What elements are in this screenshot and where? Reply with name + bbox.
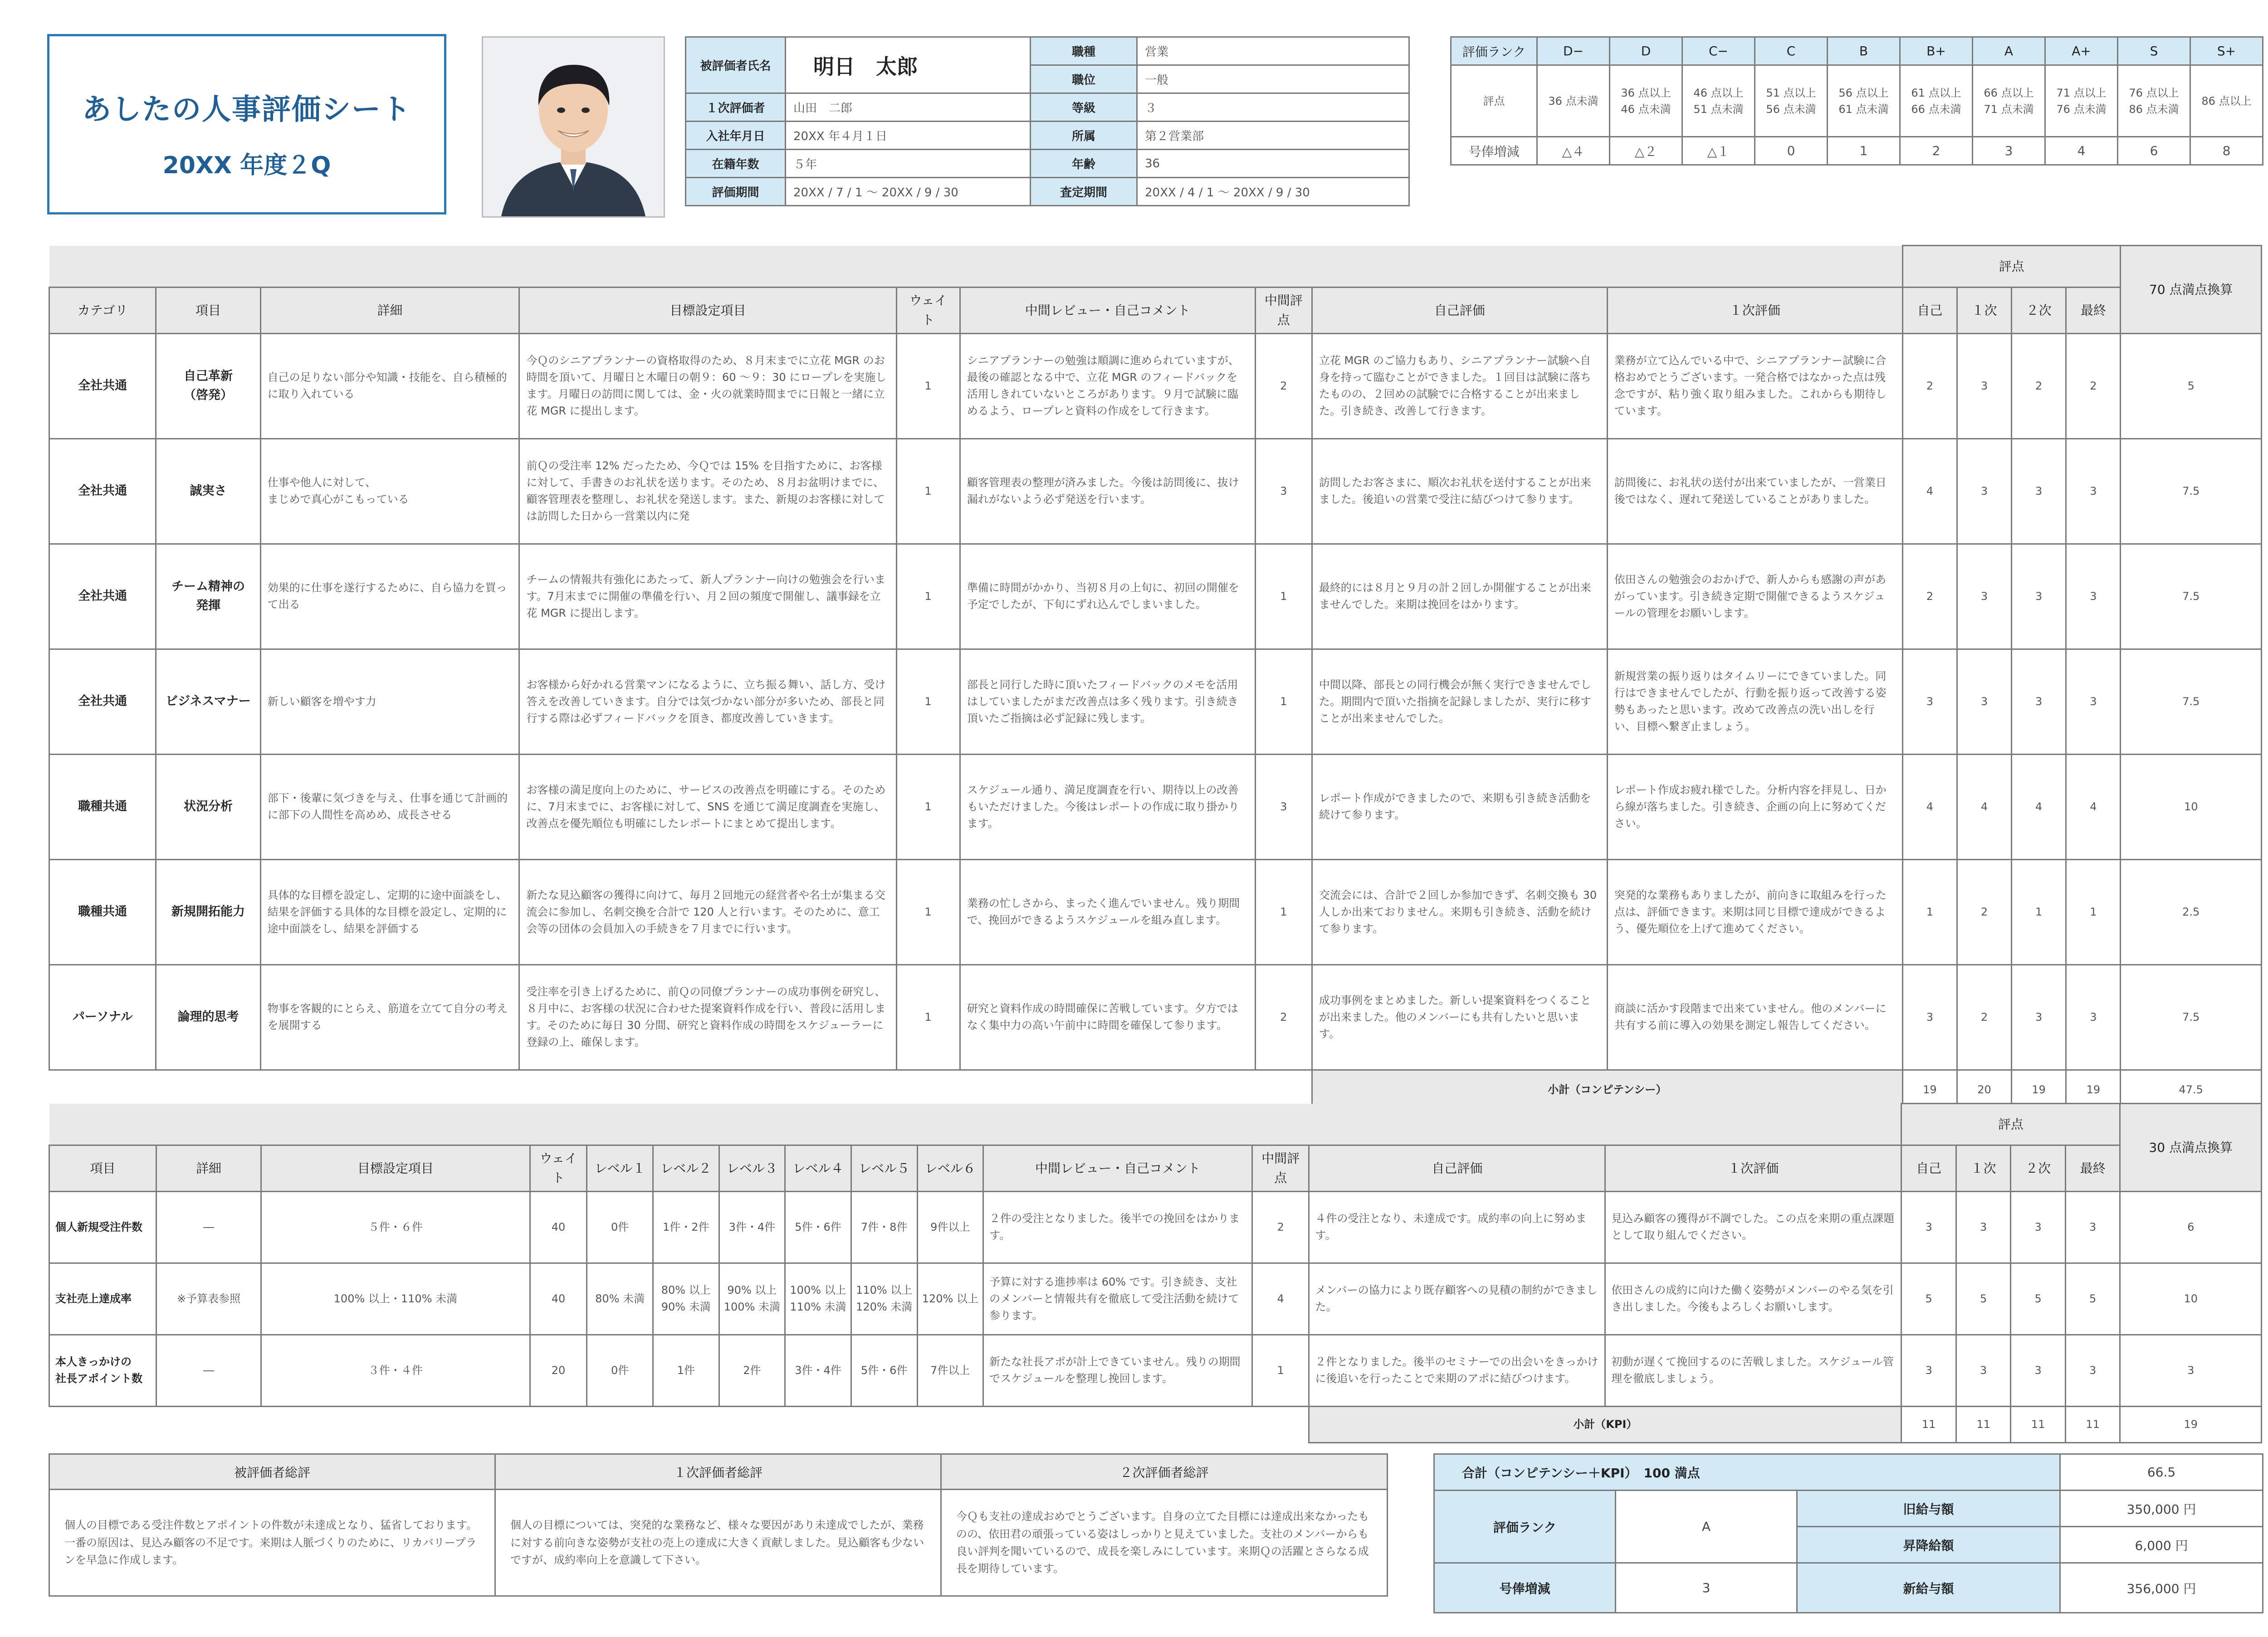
total-grade-label: 号俸増減 bbox=[1434, 1563, 1616, 1613]
employee-name: 明日 太郎 bbox=[786, 37, 1031, 93]
competency-header: 目標設定項目 bbox=[519, 287, 896, 334]
competency-subtotal-second: 19 bbox=[2012, 1070, 2066, 1110]
kpi-level-3: 2件 bbox=[719, 1335, 785, 1406]
job-type-label: 職種 bbox=[1031, 37, 1137, 65]
kpi-score-self: 3 bbox=[1901, 1335, 1956, 1406]
competency-self-eval: 成功事例をまとめました。新しい提案資料をつくることが出来ました。他のメンバーにも共有したいと思います。 bbox=[1312, 965, 1607, 1070]
competency-self-eval: 訪問したお客さまに、順次お礼状を送付することが出来ました。後追いの営業で受注に結びつけて参ります。 bbox=[1312, 438, 1607, 544]
competency-header: カテゴリ bbox=[49, 287, 156, 334]
kpi-subtotal-second: 11 bbox=[2011, 1406, 2066, 1442]
competency-category: 全社共通 bbox=[49, 544, 156, 649]
position-label: 職位 bbox=[1031, 65, 1137, 93]
competency-score-conv: 10 bbox=[2121, 754, 2262, 859]
first-overall-header: １次評価者総評 bbox=[495, 1454, 941, 1490]
kpi-subtotal-self: 11 bbox=[1901, 1406, 1956, 1442]
old-salary-label: 旧給与額 bbox=[1797, 1491, 2060, 1527]
second-overall-header: ２次評価者総評 bbox=[941, 1454, 1388, 1490]
first-evaluator-value: 山田 二郎 bbox=[786, 93, 1031, 122]
kpi-level-3: 3件・4件 bbox=[719, 1191, 785, 1263]
kpi-conv-header: 30 点満点換算 bbox=[2120, 1104, 2262, 1192]
competency-detail: 新しい顧客を増やす力 bbox=[260, 649, 519, 754]
kpi-score-final: 3 bbox=[2065, 1335, 2120, 1406]
competency-header: ２次 bbox=[2012, 287, 2066, 334]
kpi-item: 個人新規受注件数 bbox=[49, 1191, 156, 1263]
kpi-level-4: 100% 以上 110% 未満 bbox=[785, 1263, 851, 1335]
kpi-subtotal-label: 小計（KPI） bbox=[1309, 1406, 1901, 1442]
competency-score-first: 3 bbox=[1957, 649, 2011, 754]
kpi-header: ２次 bbox=[2011, 1145, 2066, 1192]
competency-header: 詳細 bbox=[260, 287, 519, 334]
kpi-level-4: 5件・6件 bbox=[785, 1191, 851, 1263]
new-salary-label: 新給与額 bbox=[1797, 1563, 2060, 1613]
rank-name: D bbox=[1610, 37, 1682, 65]
kpi-header: 項目 bbox=[49, 1145, 156, 1192]
competency-self-eval: レポート作成ができましたので、来期も引き続き活動を続けて参ります。 bbox=[1312, 754, 1607, 859]
competency-score-second: 4 bbox=[2012, 754, 2066, 859]
competency-score-self: 2 bbox=[1902, 333, 1957, 438]
kpi-review: ２件の受注となりました。後半での挽回をはかります。 bbox=[983, 1191, 1252, 1263]
competency-first-eval: 商談に活かす段階まで出来ていません。他のメンバーに共有する前に導入の効果を測定し報告してください。 bbox=[1607, 965, 1902, 1070]
competency-detail: 具体的な目標を設定し、定期的に途中面談をし、結果を評価する具体的な目標を設定し、定期的に途中面談をし、結果を評価する bbox=[260, 859, 519, 965]
competency-header: 項目 bbox=[156, 287, 260, 334]
job-type-value: 営業 bbox=[1137, 37, 1409, 65]
total-grade-value: 3 bbox=[1616, 1563, 1797, 1613]
competency-category: 全社共通 bbox=[49, 438, 156, 544]
competency-score-final: 3 bbox=[2066, 438, 2121, 544]
sheet-title: あしたの人事評価シート bbox=[82, 93, 411, 127]
competency-score-self: 3 bbox=[1902, 965, 1957, 1070]
kpi-first-eval: 依田さんの成約に向けた働く姿勢がメンバーのやる気を引き出しました。今後もよろしくお願いします。 bbox=[1605, 1263, 1901, 1335]
rank-grade: △２ bbox=[1610, 137, 1682, 165]
competency-category: 職種共通 bbox=[49, 754, 156, 859]
competency-score-conv: 2.5 bbox=[2121, 859, 2262, 965]
competency-review: 業務の忙しさから、まったく進んでいません。残り期間で、挽回ができるようスケジュールを組み直します。 bbox=[960, 859, 1255, 965]
assessment-period-value: 20XX / 4 / 1 ～ 20XX / 9 / 30 bbox=[1137, 178, 1409, 206]
sheet-period: 20XX 年度２Q bbox=[162, 152, 331, 179]
competency-first-eval: 訪問後に、お礼状の送付が出来ていましたが、一営業日後ではなく、遅れて発送していることがありました。 bbox=[1607, 438, 1902, 544]
competency-item: チーム精神の 発揮 bbox=[156, 544, 260, 649]
competency-goal: お客様の満足度向上のために、サービスの改善点を明確にする。そのために、7月末までに、お客様に対して、SNS を通じて満足度調査を実施し、改善点を優先順位も明確にしたレポートにまとめて提出します。 bbox=[519, 754, 896, 859]
kpi-score-self: 5 bbox=[1901, 1263, 1956, 1335]
competency-category: パーソナル bbox=[49, 965, 156, 1070]
rank-grade: 3 bbox=[1973, 137, 2045, 165]
competency-item: 状況分析 bbox=[156, 754, 260, 859]
competency-goal: 前Ｑの受注率 12% だったため、今Ｑでは 15% を目指すために、お客様に対して、手書きのお礼状を送ります。そのため、８月お盆明けまでに、顧客管理表を整理し、お礼状を発送します。また、新規のお客様に対しては訪問した日から一営業以内に発 bbox=[519, 438, 896, 544]
tenure-value: ５年 bbox=[786, 150, 1031, 178]
competency-score-conv: 7.5 bbox=[2121, 965, 2262, 1070]
kpi-header: 自己評価 bbox=[1309, 1145, 1605, 1192]
kpi-level-3: 90% 以上 100% 未満 bbox=[719, 1263, 785, 1335]
sheet-title-box bbox=[47, 34, 446, 214]
portrait-image bbox=[483, 38, 664, 216]
rank-name: S+ bbox=[2190, 37, 2263, 65]
kpi-score-first: 3 bbox=[1956, 1191, 2011, 1263]
rank-name: B bbox=[1828, 37, 1900, 65]
competency-subtotal-conv: 47.5 bbox=[2121, 1070, 2262, 1110]
total-sum-value: 66.5 bbox=[2060, 1454, 2263, 1491]
evaluation-period-value: 20XX / 7 / 1 ～ 20XX / 9 / 30 bbox=[786, 178, 1031, 206]
competency-weight: 1 bbox=[896, 333, 960, 438]
kpi-level-5: 110% 以上 120% 未満 bbox=[851, 1263, 917, 1335]
join-date-value: 20XX 年４月１日 bbox=[786, 122, 1031, 150]
kpi-review: 予算に対する進捗率は 60% です。引き続き、支社のメンバーと情報共有を徹底して受注活動を続けて参ります。 bbox=[983, 1263, 1252, 1335]
competency-detail: 部下・後輩に気づきを与え、仕事を通じて計画的に部下の人間性を高めめ、成長させる bbox=[260, 754, 519, 859]
kpi-header: レベル５ bbox=[851, 1145, 917, 1192]
kpi-goal: ３件・４件 bbox=[261, 1335, 530, 1406]
competency-self-eval: 中間以降、部長との同行機会が無く実行できませんでした。期間内で頂いた指摘を記録しましたが、実行に移すことが出来ませんでした。 bbox=[1312, 649, 1607, 754]
kpi-score-conv: 3 bbox=[2120, 1335, 2262, 1406]
competency-score-second: 3 bbox=[2012, 965, 2066, 1070]
competency-goal: 受注率を引き上げるために、前Ｑの同僚プランナーの成功事例を研究し、８月中に、お客様の状況に合わせた提案資料作成を行い、普段に活用します。そのために毎日 30 分間、研究と資料作成の時間をスケジューラーに登録の上、確保します。 bbox=[519, 965, 896, 1070]
kpi-level-2: 80% 以上 90% 未満 bbox=[653, 1263, 719, 1335]
employee-info-table bbox=[685, 36, 1410, 206]
competency-score-first: 3 bbox=[1957, 544, 2011, 649]
tenure-label: 在籍年数 bbox=[686, 150, 786, 178]
kpi-weight: 40 bbox=[530, 1191, 587, 1263]
competency-score-second: 1 bbox=[2012, 859, 2066, 965]
kpi-detail: ― bbox=[156, 1335, 261, 1406]
total-rank-value: A bbox=[1616, 1491, 1797, 1563]
rank-points: 71 点以上 76 点未満 bbox=[2045, 65, 2118, 137]
competency-row bbox=[49, 544, 2262, 649]
kpi-weight: 40 bbox=[530, 1263, 587, 1335]
rank-grade: 0 bbox=[1755, 137, 1828, 165]
competency-weight: 1 bbox=[896, 649, 960, 754]
competency-score-first: 4 bbox=[1957, 754, 2011, 859]
competency-detail: 仕事や他人に対して、 まじめで真心がこもっている bbox=[260, 438, 519, 544]
rank-points: 76 点以上 86 点未満 bbox=[2118, 65, 2190, 137]
kpi-row bbox=[49, 1263, 2262, 1335]
first-overall-comment: 個人の目標については、突発的な業務など、様々な要因があり未達成でしたが、業務に対する前向きな姿勢が支社の売上の達成に大きく貢献しました。見込顧客も少ないですが、成約率向上を意識して下さい。 bbox=[495, 1490, 941, 1596]
competency-score-final: 1 bbox=[2066, 859, 2121, 965]
competency-review: 準備に時間がかかり、当初８月の上旬に、初回の開催を予定でしたが、下旬にずれ込んでしまいました。 bbox=[960, 544, 1255, 649]
competency-item: ビジネスマナー bbox=[156, 649, 260, 754]
competency-item: 論理的思考 bbox=[156, 965, 260, 1070]
competency-score-self: 4 bbox=[1902, 438, 1957, 544]
competency-goal: チームの情報共有強化にあたって、新人プランナー向けの勉強会を行います。7月末までに開催の準備を行い、月２回の頻度で開催し、議事録を立花 MGR に提出します。 bbox=[519, 544, 896, 649]
kpi-row bbox=[49, 1335, 2262, 1406]
rank-grade: △４ bbox=[1537, 137, 1610, 165]
competency-item: 誠実さ bbox=[156, 438, 260, 544]
competency-score-first: 3 bbox=[1957, 333, 2011, 438]
rank-name: C bbox=[1755, 37, 1828, 65]
rank-points: 61 点以上 66 点未満 bbox=[1900, 65, 1973, 137]
kpi-subtotal-conv: 19 bbox=[2120, 1406, 2262, 1442]
competency-mid-score: 1 bbox=[1255, 859, 1312, 965]
kpi-item: 本人きっかけの 社長アポイント数 bbox=[49, 1335, 156, 1406]
kpi-header: レベル１ bbox=[587, 1145, 653, 1192]
rank-points-label: 評点 bbox=[1451, 65, 1537, 137]
competency-category: 全社共通 bbox=[49, 649, 156, 754]
competency-self-eval: 最終的には８月と９月の計２回しか開催することが出来ませんでした。来期は挽回をはかります。 bbox=[1312, 544, 1607, 649]
kpi-detail: ― bbox=[156, 1191, 261, 1263]
competency-score-self: 4 bbox=[1902, 754, 1957, 859]
new-salary-value: 356,000 円 bbox=[2060, 1563, 2263, 1613]
rank-points: 86 点以上 bbox=[2190, 65, 2263, 137]
kpi-self-eval: ２件となりました。後半のセミナーでの出会いをきっかけに後追いを行ったことで来期のアポに結びつけます。 bbox=[1309, 1335, 1605, 1406]
kpi-score-final: 5 bbox=[2065, 1263, 2120, 1335]
rank-points: 36 点以上 46 点未満 bbox=[1610, 65, 1682, 137]
competency-score-final: 3 bbox=[2066, 544, 2121, 649]
competency-row bbox=[49, 438, 2262, 544]
rank-name: C− bbox=[1682, 37, 1755, 65]
competency-subtotal-self: 19 bbox=[1902, 1070, 1957, 1110]
competency-header: １次評価 bbox=[1607, 287, 1902, 334]
kpi-header: レベル６ bbox=[917, 1145, 983, 1192]
competency-score-self: 2 bbox=[1902, 544, 1957, 649]
kpi-header: ウェイト bbox=[530, 1145, 587, 1192]
competency-header: 最終 bbox=[2066, 287, 2121, 334]
competency-first-eval: 突発的な業務もありましたが、前向きに取組みを行った点は、評価できます。来期は同じ目標で達成ができるよう、優先順位を上げて進めてください。 bbox=[1607, 859, 1902, 965]
competency-category: 職種共通 bbox=[49, 859, 156, 965]
competency-row bbox=[49, 859, 2262, 965]
employee-name-label: 被評価者氏名 bbox=[686, 37, 786, 93]
competency-review: 部長と同行した時に頂いたフィードバックのメモを活用はしていましたがまだ改善点は多く残ります。引き続き頂いたご指摘は必ず記録に残します。 bbox=[960, 649, 1255, 754]
kpi-header: 最終 bbox=[2065, 1145, 2120, 1192]
competency-conv-header: 70 点満点換算 bbox=[2121, 246, 2262, 334]
competency-score-conv: 7.5 bbox=[2121, 649, 2262, 754]
competency-first-eval: 業務が立て込んでいる中で、シニアプランナー試験に合格おめでとうございます。一発合格ではなかった点は残念ですが、粘り強く取り組みました。これからも期待しています。 bbox=[1607, 333, 1902, 438]
rank-points: 51 点以上 56 点未満 bbox=[1755, 65, 1828, 137]
competency-score-conv: 7.5 bbox=[2121, 438, 2262, 544]
competency-score-first: 2 bbox=[1957, 965, 2011, 1070]
grade-value: ３ bbox=[1137, 93, 1409, 122]
overall-comments-table bbox=[49, 1453, 1388, 1597]
rank-points: 46 点以上 51 点未満 bbox=[1682, 65, 1755, 137]
kpi-header: １次 bbox=[1956, 1145, 2011, 1192]
kpi-header: 詳細 bbox=[156, 1145, 261, 1192]
competency-goal: 新たな見込顧客の獲得に向けて、毎月２回地元の経営者や名士が集まる交流会に参加し、名刺交換を合計で 120 人と行います。そのために、意工会等の団体の会員加入の手続きを７月までに行います。 bbox=[519, 859, 896, 965]
kpi-header: 自己 bbox=[1901, 1145, 1956, 1192]
competency-first-eval: レポート作成お疲れ様でした。分析内容を拝見し、日から線が落ちました。引き続き、企画の向上に努めてください。 bbox=[1607, 754, 1902, 859]
rank-grade-label: 号俸増減 bbox=[1451, 137, 1537, 165]
kpi-goal: 100% 以上・110% 未満 bbox=[261, 1263, 530, 1335]
rank-name: S bbox=[2118, 37, 2190, 65]
totals-table bbox=[1433, 1453, 2263, 1613]
kpi-table bbox=[49, 1103, 2262, 1443]
competency-mid-score: 3 bbox=[1255, 754, 1312, 859]
competency-item: 新規開拓能力 bbox=[156, 859, 260, 965]
join-date-label: 入社年月日 bbox=[686, 122, 786, 150]
kpi-header: 中間レビュー・自己コメント bbox=[983, 1145, 1252, 1192]
competency-review: スケジュール通り、満足度調査を行い、期待以上の改善もいただけました。今後はレポートの作成に取り掛かります。 bbox=[960, 754, 1255, 859]
raise-value: 6,000 円 bbox=[2060, 1527, 2263, 1563]
age-value: 36 bbox=[1137, 150, 1409, 178]
competency-header: 中間レビュー・自己コメント bbox=[960, 287, 1255, 334]
kpi-level-1: 0件 bbox=[587, 1335, 653, 1406]
kpi-level-6: 120% 以上 bbox=[917, 1263, 983, 1335]
competency-review: シニアプランナーの勉強は順調に進められていますが、最後の確認となる中で、立花 MGR のフィードバックを活用しきれていないところがあります。９月で試験に臨めるよう、ロープレと資料の作成をして行きます。 bbox=[960, 333, 1255, 438]
competency-self-eval: 立花 MGR のご協力もあり、シニアプランナー試験へ自身を持って臨むことができました。１回目は試験に落ちたものの、２回めの試験でに合格することが出来ました。引き続き、改善して行きます。 bbox=[1312, 333, 1607, 438]
kpi-detail: ※予算表参照 bbox=[156, 1263, 261, 1335]
competency-score-second: 3 bbox=[2012, 438, 2066, 544]
kpi-item: 支社売上達成率 bbox=[49, 1263, 156, 1335]
rank-points: 66 点以上 71 点未満 bbox=[1973, 65, 2045, 137]
kpi-weight: 20 bbox=[530, 1335, 587, 1406]
competency-header: 自己 bbox=[1902, 287, 1957, 334]
competency-header: １次 bbox=[1957, 287, 2011, 334]
competency-score-self: 3 bbox=[1902, 649, 1957, 754]
competency-weight: 1 bbox=[896, 438, 960, 544]
position-value: 一般 bbox=[1137, 65, 1409, 93]
department-value: 第２営業部 bbox=[1137, 122, 1409, 150]
kpi-header: レベル４ bbox=[785, 1145, 851, 1192]
total-rank-label: 評価ランク bbox=[1434, 1491, 1616, 1563]
competency-goal: お客様から好かれる営業マンになるように、立ち振る舞い、話し方、受け答えを改善していきます。自分では気づかない部分が多いため、部長と同行する際は必ずフィードバックを頂き、都度改善していきます。 bbox=[519, 649, 896, 754]
kpi-goal: ５件・６件 bbox=[261, 1191, 530, 1263]
kpi-level-4: 3件・4件 bbox=[785, 1335, 851, 1406]
total-sum-label: 合計（コンピテンシー＋KPI） 100 満点 bbox=[1434, 1454, 2060, 1491]
kpi-score-second: 5 bbox=[2011, 1263, 2066, 1335]
kpi-header: １次評価 bbox=[1605, 1145, 1901, 1192]
kpi-mid-score: 1 bbox=[1252, 1335, 1309, 1406]
competency-row bbox=[49, 965, 2262, 1070]
rank-grade: 6 bbox=[2118, 137, 2190, 165]
competency-row bbox=[49, 754, 2262, 859]
kpi-level-6: 9件以上 bbox=[917, 1191, 983, 1263]
competency-row bbox=[49, 649, 2262, 754]
kpi-score-final: 3 bbox=[2065, 1191, 2120, 1263]
rank-points: 56 点以上 61 点未満 bbox=[1828, 65, 1900, 137]
kpi-level-5: 7件・8件 bbox=[851, 1191, 917, 1263]
old-salary-value: 350,000 円 bbox=[2060, 1491, 2263, 1527]
assessment-period-label: 査定期間 bbox=[1031, 178, 1137, 206]
competency-score-final: 3 bbox=[2066, 649, 2121, 754]
rank-table bbox=[1450, 36, 2263, 166]
competency-category: 全社共通 bbox=[49, 333, 156, 438]
rank-grade: 8 bbox=[2190, 137, 2263, 165]
competency-score-conv: 5 bbox=[2121, 333, 2262, 438]
self-overall-comment: 個人の目標である受注件数とアポイントの件数が未達成となり、猛省しております。一番の原因は、見込み顧客の不足です。来期は人脈づくりのために、リカバリープランを早急に作成します。 bbox=[49, 1490, 495, 1596]
competency-first-eval: 新規営業の振り返りはタイムリーにできていました。同行はできませんでしたが、行動を振り返って改善する姿勢もあったと思います。改めて改善点の洗い出しを行い、目標へ繋ぎ止ましょう。 bbox=[1607, 649, 1902, 754]
kpi-score-first: 5 bbox=[1956, 1263, 2011, 1335]
competency-header: 中間評点 bbox=[1255, 287, 1312, 334]
competency-subtotal-label: 小計（コンピテンシー） bbox=[1312, 1070, 1902, 1110]
competency-score-final: 4 bbox=[2066, 754, 2121, 859]
rank-grade: △１ bbox=[1682, 137, 1755, 165]
kpi-score-conv: 6 bbox=[2120, 1191, 2262, 1263]
competency-header: ウェイト bbox=[896, 287, 960, 334]
competency-mid-score: 2 bbox=[1255, 965, 1312, 1070]
kpi-level-1: 80% 未満 bbox=[587, 1263, 653, 1335]
kpi-score-second: 3 bbox=[2011, 1191, 2066, 1263]
kpi-subtotal-final: 11 bbox=[2065, 1406, 2120, 1442]
rank-name: A bbox=[1973, 37, 2045, 65]
rank-name: D− bbox=[1537, 37, 1610, 65]
competency-score-second: 3 bbox=[2012, 649, 2066, 754]
rank-name: B+ bbox=[1900, 37, 1973, 65]
kpi-level-1: 0件 bbox=[587, 1191, 653, 1263]
evaluation-period-label: 評価期間 bbox=[686, 178, 786, 206]
competency-mid-score: 3 bbox=[1255, 438, 1312, 544]
kpi-review: 新たな社長アポが計上できていません。残りの期間でスケジュールを整理し挽回します。 bbox=[983, 1335, 1252, 1406]
competency-weight: 1 bbox=[896, 965, 960, 1070]
competency-detail: 物事を客観的にとらえ、筋道を立てて自分の考えを展開する bbox=[260, 965, 519, 1070]
rank-points: 36 点未満 bbox=[1537, 65, 1610, 137]
kpi-self-eval: ４件の受注となり、未達成です。成約率の向上に努めます。 bbox=[1309, 1191, 1605, 1263]
kpi-level-5: 5件・6件 bbox=[851, 1335, 917, 1406]
rank-grade: 1 bbox=[1828, 137, 1900, 165]
kpi-header: 目標設定項目 bbox=[261, 1145, 530, 1192]
competency-detail: 効果的に仕事を遂行するために、自ら協力を買って出る bbox=[260, 544, 519, 649]
kpi-self-eval: メンバーの協力により既存顧客への見積の制約ができました。 bbox=[1309, 1263, 1605, 1335]
department-label: 所属 bbox=[1031, 122, 1137, 150]
competency-table bbox=[49, 245, 2262, 1111]
first-evaluator-label: １次評価者 bbox=[686, 93, 786, 122]
competency-first-eval: 依田さんの勉強会のおかげで、新人からも感謝の声があがっています。引き続き定期で開催できるようスケジュールの管理をお願いします。 bbox=[1607, 544, 1902, 649]
kpi-mid-score: 2 bbox=[1252, 1191, 1309, 1263]
competency-weight: 1 bbox=[896, 544, 960, 649]
kpi-header: 中間評点 bbox=[1252, 1145, 1309, 1192]
kpi-subtotal-first: 11 bbox=[1956, 1406, 2011, 1442]
competency-review: 顧客管理表の整理が済みました。今後は訪問後に、抜け漏れがないよう必ず発送を行います。 bbox=[960, 438, 1255, 544]
kpi-header: レベル２ bbox=[653, 1145, 719, 1192]
kpi-level-2: 1件・2件 bbox=[653, 1191, 719, 1263]
competency-mid-score: 2 bbox=[1255, 333, 1312, 438]
competency-mid-score: 1 bbox=[1255, 649, 1312, 754]
kpi-row bbox=[49, 1191, 2262, 1263]
competency-item: 自己革新 （啓発） bbox=[156, 333, 260, 438]
competency-review: 研究と資料作成の時間確保に苦戦しています。夕方ではなく集中力の高い午前中に時間を確保して参ります。 bbox=[960, 965, 1255, 1070]
kpi-score-second: 3 bbox=[2011, 1335, 2066, 1406]
competency-score-second: 3 bbox=[2012, 544, 2066, 649]
kpi-level-2: 1件 bbox=[653, 1335, 719, 1406]
competency-self-eval: 交流会には、合計で２回しか参加できず、名刺交換も 30 人しか出来ておりません。来期も引き続き、活動を続けて参ります。 bbox=[1312, 859, 1607, 965]
competency-score-second: 2 bbox=[2012, 333, 2066, 438]
kpi-first-eval: 初動が遅くて挽回するのに苦戦しました。スケジュール管理を徹底しましょう。 bbox=[1605, 1335, 1901, 1406]
competency-score-group: 評点 bbox=[1902, 246, 2121, 287]
kpi-first-eval: 見込み顧客の獲得が不調でした。この点を来期の重点課題として取り組んでください。 bbox=[1605, 1191, 1901, 1263]
age-label: 年齢 bbox=[1031, 150, 1137, 178]
rank-grade: 2 bbox=[1900, 137, 1973, 165]
competency-weight: 1 bbox=[896, 859, 960, 965]
competency-subtotal-final: 19 bbox=[2066, 1070, 2121, 1110]
competency-header: 自己評価 bbox=[1312, 287, 1607, 334]
raise-label: 昇降給額 bbox=[1797, 1527, 2060, 1563]
competency-row bbox=[49, 333, 2262, 438]
competency-score-self: 1 bbox=[1902, 859, 1957, 965]
kpi-header: レベル３ bbox=[719, 1145, 785, 1192]
rank-name: A+ bbox=[2045, 37, 2118, 65]
competency-goal: 今Ｑのシニアプランナーの資格取得のため、８月末までに立花 MGR のお時間を頂いて、月曜日と木曜日の朝９：60 ～９：30 にロープレを実施します。月曜日の訪問に関しては、金・火の就業時間までに日報と一緒に立花 MGR に提出します。 bbox=[519, 333, 896, 438]
second-overall-comment: 今Ｑも支社の達成おめでとうございます。自身の立てた目標には達成出来なかったものの、依田君の頑張っている姿はしっかりと見えていました。支社のメンバーからも良い評判を聞いているので、成長を楽しみにしています。来期Ｑの活躍とさらなる成長を期待しています。 bbox=[941, 1490, 1388, 1596]
employee-photo bbox=[482, 36, 665, 218]
competency-subtotal-first: 20 bbox=[1957, 1070, 2011, 1110]
kpi-mid-score: 4 bbox=[1252, 1263, 1309, 1335]
kpi-score-self: 3 bbox=[1901, 1191, 1956, 1263]
competency-weight: 1 bbox=[896, 754, 960, 859]
kpi-score-first: 3 bbox=[1956, 1335, 2011, 1406]
competency-score-conv: 7.5 bbox=[2121, 544, 2262, 649]
self-overall-header: 被評価者総評 bbox=[49, 1454, 495, 1490]
competency-detail: 自己の足りない部分や知識・技能を、自ら積極的に取り入れている bbox=[260, 333, 519, 438]
competency-score-first: 2 bbox=[1957, 859, 2011, 965]
competency-score-first: 3 bbox=[1957, 438, 2011, 544]
rank-header-label: 評価ランク bbox=[1451, 37, 1537, 65]
competency-mid-score: 1 bbox=[1255, 544, 1312, 649]
grade-label: 等級 bbox=[1031, 93, 1137, 122]
competency-score-final: 2 bbox=[2066, 333, 2121, 438]
competency-score-final: 3 bbox=[2066, 965, 2121, 1070]
kpi-level-6: 7件以上 bbox=[917, 1335, 983, 1406]
kpi-score-conv: 10 bbox=[2120, 1263, 2262, 1335]
rank-grade: 4 bbox=[2045, 137, 2118, 165]
kpi-score-group: 評点 bbox=[1901, 1104, 2120, 1145]
